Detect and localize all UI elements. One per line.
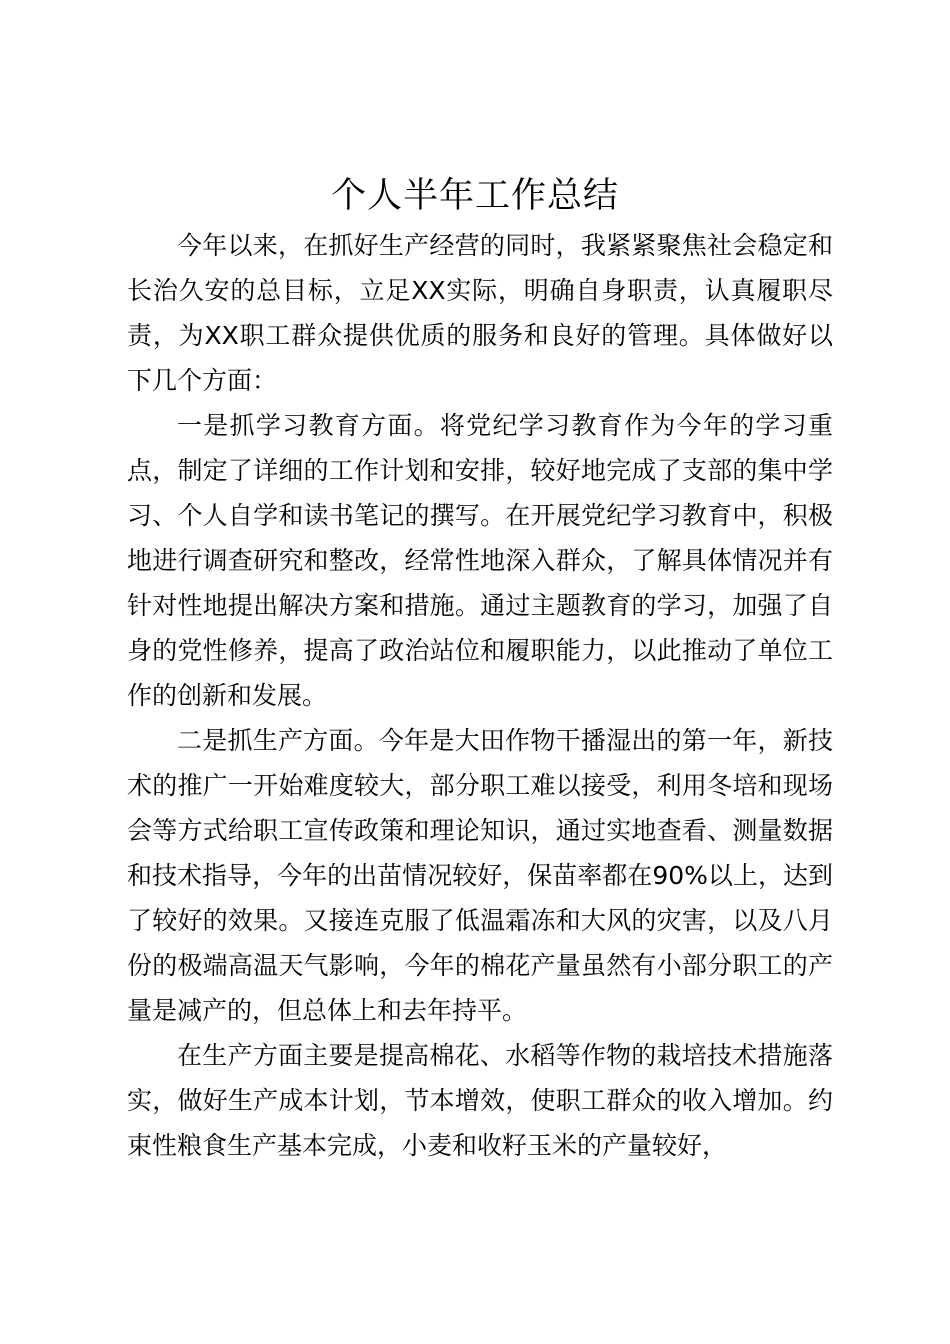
paragraph-study-education: 一是抓学习教育方面。将党纪学习教育作为今年的学习重点，制定了详细的工作计划和安排，较好地完成了支部的集中学习、个人自学和读书笔记的撰写。在开展党纪学习教育中，积极地进行调查研究和整改，经常性地深入群众，了解具体情况并有针对性地提出解决方案和措施。通过主题教育的学习，加强了自身的党性修养，提高了政治站位和履职能力，以此推动了单位工作的创新和发展。: [127, 411, 833, 710]
document-body: [127, 223, 833, 1168]
paragraph-intro: 今年以来，在抓好生产经营的同时，我紧紧聚焦社会稳定和长治久安的总目标，立足XX实际，明确自身职责，认真履职尽责，为XX职工群众提供优质的服务和良好的管理。具体做好以下几个方面：: [127, 231, 833, 395]
paragraph-production: 二是抓生产方面。今年是大田作物干播湿出的第一年，新技术的推广一开始难度较大，部分职工难以接受，利用冬培和现场会等方式给职工宣传政策和理论知识，通过实地查看、测量数据和技术指导，今年的出苗情况较好，保苗率都在90%以上，达到了较好的效果。又接连克服了低温霜冻和大风的灾害，以及八月份的极端高温天气影响，今年的棉花产量虽然有小部分职工的产量是减产的，但总体上和去年持平。: [127, 726, 833, 1025]
document-title: 个人半年工作总结: [330, 176, 619, 216]
paragraph-production-measures: 在生产方面主要是提高棉花、水稻等作物的栽培技术措施落实，做好生产成本计划，节本增效，使职工群众的收入增加。约束性粮食生产基本完成，小麦和收籽玉米的产量较好，: [127, 1041, 833, 1160]
